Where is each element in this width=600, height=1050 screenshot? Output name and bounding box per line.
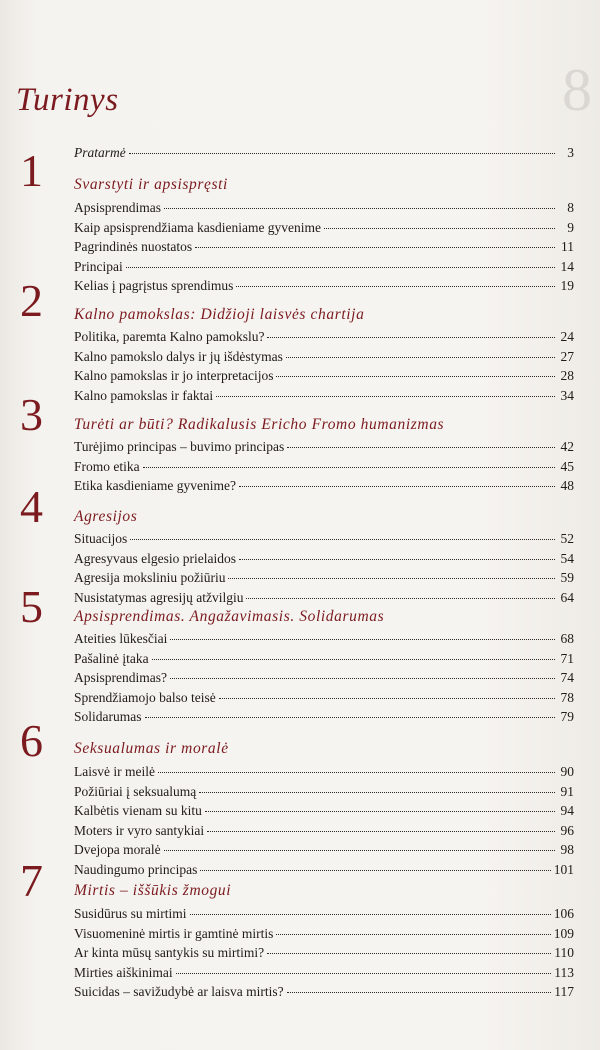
toc-entry <box>74 387 574 405</box>
toc-entry <box>74 822 574 840</box>
toc-entry-page: 24 <box>560 329 574 344</box>
toc-entry-page: 113 <box>554 964 574 980</box>
dot-leader <box>239 559 555 560</box>
dot-leader <box>170 639 555 640</box>
toc-entry-label: Nusistatymas agresijų atžvilgiu <box>74 589 244 605</box>
dot-leader <box>130 539 555 540</box>
toc-entry-label: Kalno pamokslo dalys ir jų išdėstymas <box>74 348 283 364</box>
toc-entry <box>74 367 574 385</box>
toc-entry <box>74 983 574 1001</box>
toc-entry-page: 101 <box>553 862 574 877</box>
dot-leader <box>207 831 555 832</box>
dot-leader <box>164 208 555 209</box>
toc-entry-page: 90 <box>560 764 574 779</box>
toc-entry-label: Solidarumas <box>74 709 142 725</box>
toc-entry-label: Suicidas – savižudybė ar laisva mirtis? <box>74 984 284 1000</box>
toc-entry <box>74 589 574 607</box>
toc-entry-label: Naudingumo principas <box>74 862 198 877</box>
dot-leader <box>126 267 555 268</box>
toc-entry <box>74 944 574 962</box>
toc-entry-page: 109 <box>553 925 574 941</box>
toc-entry <box>74 630 574 648</box>
dot-leader <box>228 578 555 579</box>
dot-leader <box>246 598 555 599</box>
toc-entry-label: Apsisprendimas? <box>74 670 167 686</box>
toc-entry-label: Pagrindinės nuostatos <box>74 239 193 255</box>
toc-entry-label: Kalbėtis vienam su kitu <box>74 803 202 819</box>
dot-leader <box>164 850 555 851</box>
toc-entry <box>74 277 574 295</box>
toc-entry-page: 91 <box>560 783 574 799</box>
chapter-number: 5 <box>20 581 43 632</box>
toc-entry-label: Kalno pamokslas ir faktai <box>74 387 214 403</box>
toc-entry-page: 14 <box>560 258 574 274</box>
toc-entry-page: 68 <box>560 631 574 646</box>
toc-entry-label: Moters ir vyro santykiai <box>74 822 205 838</box>
toc-entry-label: Agresyvaus elgesio prielaidos <box>74 550 236 566</box>
bleed-through-text: 8 <box>562 60 592 123</box>
toc-entry-page: 64 <box>560 589 574 605</box>
chapter-title: Svarstyti ir apsispręsti <box>74 176 228 193</box>
toc-entry-page: 8 <box>567 200 574 215</box>
toc-entry <box>74 905 574 923</box>
toc-entry-page: 3 <box>567 145 574 160</box>
toc-entry <box>74 348 574 366</box>
toc-entry-label: Dvejopa moralė <box>74 842 161 858</box>
toc-entry <box>74 802 574 820</box>
toc-entry-page: 74 <box>560 670 574 686</box>
toc-entry-label: Pratarmė <box>74 145 126 160</box>
chapter-number: 3 <box>20 389 43 440</box>
toc-entry <box>74 199 574 217</box>
dot-leader <box>276 934 550 935</box>
toc-entry-page: 54 <box>560 550 574 566</box>
toc-entry-page: 27 <box>560 348 574 364</box>
chapter-title: Agresijos <box>74 508 138 525</box>
toc-entry <box>74 477 574 495</box>
toc-entry-page: 48 <box>560 478 574 494</box>
dot-leader <box>286 357 555 358</box>
toc-entry-page: 52 <box>560 531 574 546</box>
dot-leader <box>170 678 555 679</box>
dot-leader <box>129 153 555 154</box>
chapter-title: Apsisprendimas. Angažavimasis. Solidarumas <box>74 608 385 625</box>
toc-entry <box>74 238 574 256</box>
dot-leader <box>205 811 555 812</box>
toc-entry <box>74 669 574 687</box>
toc-entry-page: 106 <box>553 906 574 921</box>
toc-entry <box>74 219 574 237</box>
toc-entry-label: Apsisprendimas <box>74 200 161 215</box>
toc-entry-page: 79 <box>560 709 574 725</box>
dot-leader <box>287 447 555 448</box>
toc-entry <box>74 550 574 568</box>
dot-leader <box>158 772 555 773</box>
chapter-number: 1 <box>20 145 43 196</box>
dot-leader <box>267 337 555 338</box>
dot-leader <box>200 870 550 871</box>
dot-leader <box>324 228 555 229</box>
toc-entry-label: Visuomeninė mirtis ir gamtinė mirtis <box>74 925 274 941</box>
toc-entry-label: Sprendžiamojo balso teisė <box>74 689 216 705</box>
toc-entry <box>74 841 574 859</box>
dot-leader <box>219 698 555 699</box>
toc-entry-preface <box>74 144 574 162</box>
toc-entry <box>74 708 574 726</box>
toc-entry-page: 94 <box>560 803 574 819</box>
toc-entry <box>74 925 574 943</box>
toc-entry-label: Susidūrus su mirtimi <box>74 906 187 921</box>
toc-entry <box>74 861 574 879</box>
dot-leader <box>236 286 555 287</box>
dot-leader <box>176 973 552 974</box>
chapter-title: Kalno pamokslas: Didžioji laisvės chartija <box>74 306 365 323</box>
toc-entry-page: 11 <box>561 239 574 255</box>
toc-entry <box>74 689 574 707</box>
chapter-title: Turėti ar būti? Radikalusis Ericho Fromo humanizmas <box>74 416 445 433</box>
toc-entry-label: Fromo etika <box>74 458 140 474</box>
chapter-number: 4 <box>20 481 43 532</box>
dot-leader <box>287 992 552 993</box>
toc-entry-page: 96 <box>560 822 574 838</box>
toc-entry-label: Etika kasdieniame gyvenime? <box>74 478 236 494</box>
toc-entry-label: Politika, paremta Kalno pamokslu? <box>74 329 265 344</box>
toc-entry <box>74 569 574 587</box>
dot-leader <box>216 396 555 397</box>
toc-entry-page: 9 <box>567 219 574 235</box>
toc-entry-label: Turėjimo principas – buvimo principas <box>74 439 285 454</box>
toc-entry <box>74 964 574 982</box>
toc-entry-label: Agresija moksliniu požiūriu <box>74 570 226 586</box>
toc-entry-label: Ar kinta mūsų santykis su mirtimi? <box>74 945 265 961</box>
chapter-number: 6 <box>20 715 43 766</box>
toc-entry <box>74 650 574 668</box>
toc-entry-label: Kalno pamokslas ir jo interpretacijos <box>74 368 274 384</box>
toc-entry-page: 71 <box>560 650 574 666</box>
toc-entry-label: Kelias į pagrįstus sprendimus <box>74 278 234 294</box>
chapter-title: Seksualumas ir moralė <box>74 740 229 757</box>
dot-leader <box>145 717 556 718</box>
dot-leader <box>190 914 551 915</box>
toc-entry <box>74 258 574 276</box>
toc-entry-page: 19 <box>560 278 574 294</box>
toc-entry-label: Situacijos <box>74 531 128 546</box>
toc-entry-label: Principai <box>74 258 123 274</box>
dot-leader <box>199 792 555 793</box>
chapter-number: 2 <box>20 275 43 326</box>
toc-entry <box>74 783 574 801</box>
chapter-title: Mirtis – iššūkis žmogui <box>74 882 232 899</box>
toc-entry-page: 42 <box>560 439 574 454</box>
chapter-number: 7 <box>20 855 43 906</box>
dot-leader <box>239 486 555 487</box>
dot-leader <box>276 376 555 377</box>
toc-entry-label: Ateities lūkesčiai <box>74 631 168 646</box>
toc-entry-page: 78 <box>560 689 574 705</box>
dot-leader <box>267 953 551 954</box>
page-title: Turinys <box>16 82 119 118</box>
toc-entry-page: 28 <box>560 368 574 384</box>
toc-entry <box>74 458 574 476</box>
toc-entry-label: Mirties aiškinimai <box>74 964 173 980</box>
toc-entry-page: 34 <box>560 387 574 403</box>
toc-entry-label: Požiūriai į seksualumą <box>74 783 197 799</box>
toc-entry <box>74 438 574 456</box>
toc-entry <box>74 530 574 548</box>
toc-entry-page: 45 <box>560 458 574 474</box>
toc-entry <box>74 763 574 781</box>
toc-entry-page: 98 <box>560 842 574 858</box>
dot-leader <box>152 659 555 660</box>
toc-entry-page: 117 <box>554 984 574 1000</box>
dot-leader <box>143 467 555 468</box>
toc-entry-page: 59 <box>560 570 574 586</box>
toc-entry-label: Kaip apsisprendžiama kasdieniame gyvenime <box>74 219 322 235</box>
toc-entry <box>74 328 574 346</box>
toc-entry-label: Laisvė ir meilė <box>74 764 155 779</box>
dot-leader <box>195 247 555 248</box>
toc-entry-label: Pašalinė įtaka <box>74 650 149 666</box>
toc-entry-page: 110 <box>554 945 574 961</box>
